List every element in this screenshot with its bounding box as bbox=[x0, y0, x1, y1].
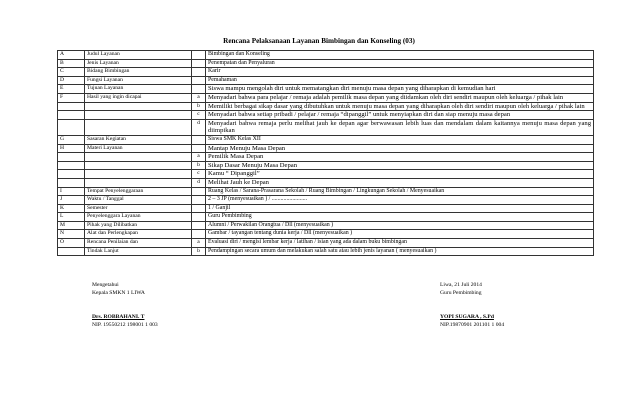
row-item: Bidang Bimbingan bbox=[85, 68, 192, 77]
row-subpoint bbox=[192, 213, 206, 222]
row-code: B bbox=[58, 59, 85, 68]
row-item: Fungsi Layanan bbox=[85, 76, 192, 85]
table-row bbox=[58, 85, 594, 94]
row-value: Gambar / tayangan tentang dunia kerja / Dll (menyesuaikan ) bbox=[206, 230, 594, 239]
row-code bbox=[58, 102, 85, 111]
row-subpoint: c bbox=[192, 111, 206, 120]
row-code: M bbox=[58, 221, 85, 230]
row-item bbox=[85, 170, 192, 179]
table-row bbox=[58, 239, 594, 248]
row-subpoint bbox=[192, 135, 206, 144]
row-item: Tujuan Layanan bbox=[85, 85, 192, 94]
row-code: L bbox=[58, 213, 85, 222]
row-item bbox=[85, 119, 192, 135]
row-value: Pendampingan secara umum dan melakukan salah satu atau lebih jenis layanan ( menyesuaikan ) bbox=[206, 247, 594, 256]
row-code bbox=[58, 153, 85, 162]
row-code: A bbox=[58, 51, 85, 60]
row-value: Mantap Menuju Masa Depan bbox=[206, 144, 594, 153]
row-item: Materi Layanan bbox=[85, 144, 192, 153]
signature-right bbox=[440, 281, 504, 329]
signature-right-line2: Guru Pembimbing bbox=[440, 290, 482, 296]
row-subpoint bbox=[192, 76, 206, 85]
row-item: Alat dan Perlengkapan bbox=[85, 230, 192, 239]
row-code bbox=[58, 247, 85, 256]
row-item bbox=[85, 111, 192, 120]
signature-right-nip: NIP.19870901 201101 1 004 bbox=[440, 322, 505, 328]
row-value: Penempatan dan Penyaluran bbox=[206, 59, 594, 68]
row-code: E bbox=[58, 85, 85, 94]
row-item: Judul Layanan bbox=[85, 51, 192, 60]
table-row bbox=[58, 51, 594, 60]
signature-left-line2: Kepala SMKN 1 LIWA bbox=[92, 290, 145, 296]
row-value: Sikap Dasar Menuju Masa Depan bbox=[206, 161, 594, 170]
table-row bbox=[58, 247, 594, 256]
signature-left-nip: NIP. 19550212 198001 1 003 bbox=[92, 322, 158, 328]
row-subpoint: d bbox=[192, 119, 206, 135]
document-title: Rencana Pelaksanaan Layanan Bimbingan dan Konseling (03) bbox=[223, 37, 415, 45]
row-item bbox=[85, 161, 192, 170]
row-code bbox=[58, 161, 85, 170]
table-row bbox=[58, 144, 594, 153]
row-code bbox=[58, 178, 85, 187]
table-row bbox=[58, 187, 594, 196]
table-row bbox=[58, 213, 594, 222]
row-code: J bbox=[58, 196, 85, 205]
row-code: O bbox=[58, 239, 85, 248]
row-item: Penyelenggara Layanan bbox=[85, 213, 192, 222]
row-subpoint bbox=[192, 85, 206, 94]
row-value: Menyadari bahwa remaja perlu melihat jauh ke depan agar berwawasan lebih luas dan mendalam dalam kaitannya menuju masa depan yang diimpikan bbox=[206, 119, 594, 135]
row-value: Pemahaman bbox=[206, 76, 594, 85]
row-subpoint bbox=[192, 196, 206, 205]
table-row bbox=[58, 102, 594, 111]
row-value: Ruang Kelas / Sarana-Prasarana Sekolah / Ruang Bimbingan / Lingkungan Sekolah / Menyesuaikan bbox=[206, 187, 594, 196]
row-code: D bbox=[58, 76, 85, 85]
row-value: Guru Pembimbing bbox=[206, 213, 594, 222]
row-item: Waktu / Tanggal bbox=[85, 196, 192, 205]
table-row bbox=[58, 76, 594, 85]
row-value: Menyadari bahwa setiap pribadi / pelajar / remaja “dipanggil” untuk menyiapkan diri dan siap menuju masa depan bbox=[206, 111, 594, 120]
signature-left bbox=[92, 281, 158, 329]
row-code: K bbox=[58, 204, 85, 213]
plan-table bbox=[57, 50, 594, 256]
row-code: C bbox=[58, 68, 85, 77]
row-item: Jenis Layanan bbox=[85, 59, 192, 68]
row-item: Hasil yang ingin dicapai bbox=[85, 93, 192, 102]
row-subpoint: b bbox=[192, 102, 206, 111]
table-row bbox=[58, 93, 594, 102]
row-subpoint bbox=[192, 144, 206, 153]
row-item bbox=[85, 153, 192, 162]
row-item: Pihak yang Dilibatkan bbox=[85, 221, 192, 230]
row-code bbox=[58, 119, 85, 135]
table-row bbox=[58, 196, 594, 205]
row-code: N bbox=[58, 230, 85, 239]
row-item: Semester bbox=[85, 204, 192, 213]
row-subpoint bbox=[192, 204, 206, 213]
row-code bbox=[58, 170, 85, 179]
row-value: Memiliki berbagai sikap dasar yang dibutuhkan untuk menuju masa depan yang diharapkan oleh diri sendiri maupun oleh keluarga / pihak lain bbox=[206, 102, 594, 111]
row-item bbox=[85, 102, 192, 111]
row-value: Alumni / Perwakilan Orangtua / Dll (menyesuaikan ) bbox=[206, 221, 594, 230]
row-value: Kamu “ Dipanggil” bbox=[206, 170, 594, 179]
table-row bbox=[58, 59, 594, 68]
row-item: Tempat Penyelenggaraan bbox=[85, 187, 192, 196]
table-row bbox=[58, 135, 594, 144]
row-value: Bimbingan dan Konseling bbox=[206, 51, 594, 60]
table-row bbox=[58, 153, 594, 162]
table-row bbox=[58, 111, 594, 120]
table-row bbox=[58, 230, 594, 239]
table-row bbox=[58, 68, 594, 77]
row-value: Siswa mampu mengolah diri untuk mematangkan diri menuju masa depan yang diharapkan di kemudian hari bbox=[206, 85, 594, 94]
row-code: F bbox=[58, 93, 85, 102]
signature-right-name: YOPI SUGARA , S.Pd bbox=[440, 314, 494, 320]
table-row bbox=[58, 161, 594, 170]
row-item: Sasaran Kegiatan bbox=[85, 135, 192, 144]
row-subpoint: a bbox=[192, 153, 206, 162]
row-subpoint: c bbox=[192, 170, 206, 179]
row-subpoint bbox=[192, 230, 206, 239]
row-subpoint bbox=[192, 59, 206, 68]
row-subpoint bbox=[192, 68, 206, 77]
table-row bbox=[58, 119, 594, 135]
row-code bbox=[58, 111, 85, 120]
row-subpoint: a bbox=[192, 93, 206, 102]
table-row bbox=[58, 178, 594, 187]
row-subpoint bbox=[192, 221, 206, 230]
row-value: Siswa SMK Kelas XII bbox=[206, 135, 594, 144]
row-subpoint: d bbox=[192, 178, 206, 187]
table-row bbox=[58, 170, 594, 179]
row-value: Menyadari bahwa para pelajar / remaja adalah pemilik masa depan yang diidamkan oleh diri sendiri maupun oleh keluarga / pihak lain bbox=[206, 93, 594, 102]
row-subpoint: b bbox=[192, 247, 206, 256]
row-value: Karir bbox=[206, 68, 594, 77]
row-subpoint bbox=[192, 187, 206, 196]
row-subpoint: b bbox=[192, 161, 206, 170]
signature-right-line1: Liwa, 21 Juli 2014 bbox=[440, 282, 482, 288]
signature-left-name: Drs. ROBBAHANI. T bbox=[92, 314, 145, 320]
row-item: Tindak Lanjut bbox=[85, 247, 192, 256]
row-code: I bbox=[58, 187, 85, 196]
row-value: Evaluasi diri / mengisi lembar kerja / latihan / isian yang ada dalam buku bimbingan bbox=[206, 239, 594, 248]
row-value: 2 – 3 JP (menyesuaikan ) / ........................ bbox=[206, 196, 594, 205]
row-code: H bbox=[58, 144, 85, 153]
row-value: Melihat Jauh ke Depan bbox=[206, 178, 594, 187]
row-item: Rencana Penilaian dan bbox=[85, 239, 192, 248]
row-code: G bbox=[58, 135, 85, 144]
row-item bbox=[85, 178, 192, 187]
plan-table-body bbox=[58, 51, 594, 256]
signature-left-line1: Mengetahui bbox=[92, 282, 119, 288]
row-value: Pemilik Masa Depan bbox=[206, 153, 594, 162]
row-subpoint: a bbox=[192, 239, 206, 248]
row-subpoint bbox=[192, 51, 206, 60]
table-row bbox=[58, 204, 594, 213]
row-value: 1 / Ganjil bbox=[206, 204, 594, 213]
table-row bbox=[58, 221, 594, 230]
